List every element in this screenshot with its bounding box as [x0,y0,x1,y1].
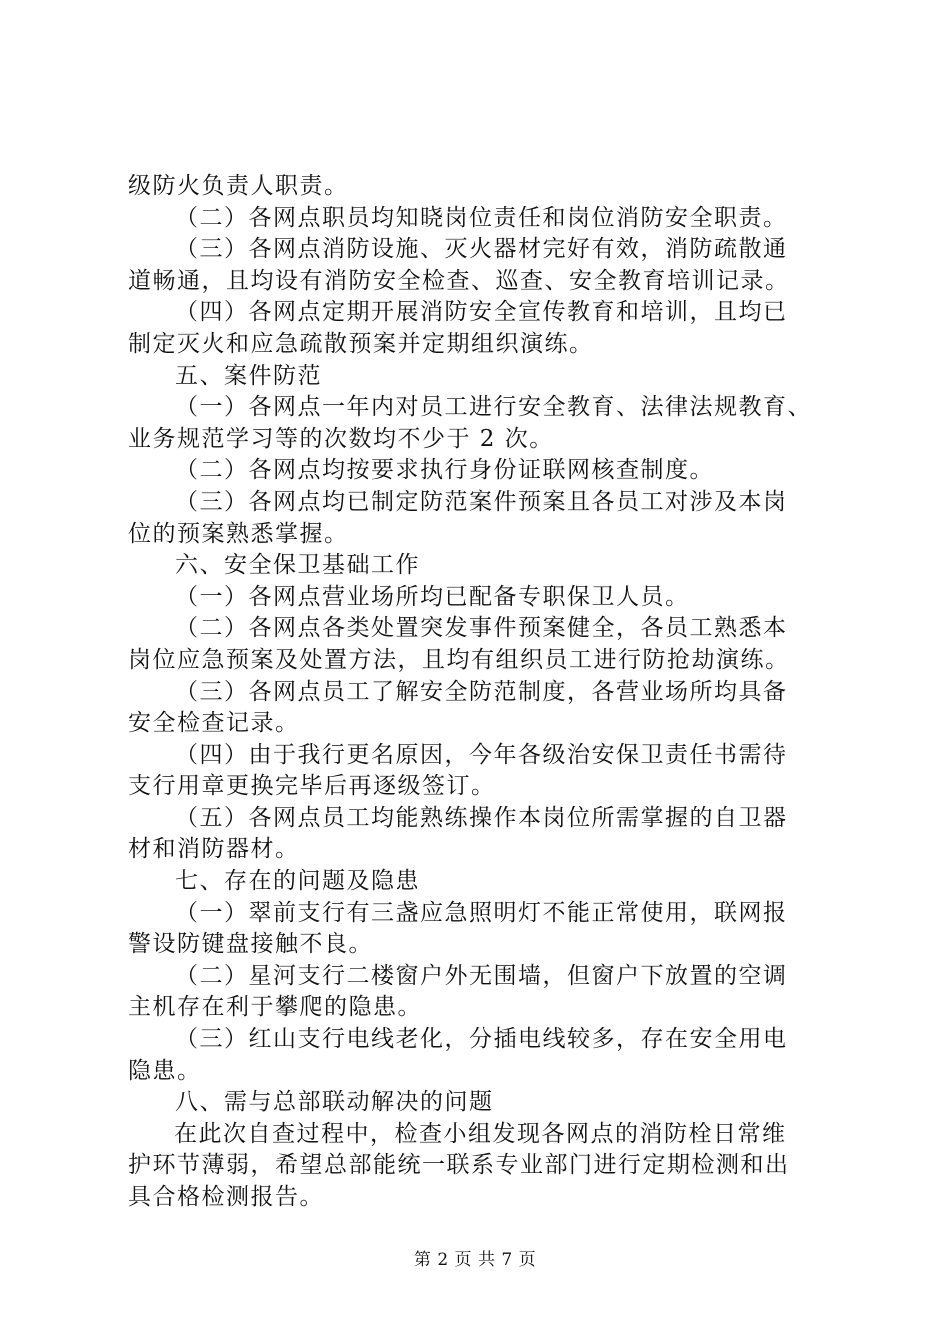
text-line: 主机存在利于攀爬的隐患。 [128,994,422,1021]
text-line: （一）各网点营业场所均已配备专职保卫人员。 [175,583,690,610]
text-line: 支行用章更换完毕后再逐级签订。 [128,773,496,800]
text-line: （四）各网点定期开展消防安全宣传教育和培训，且均已 [175,299,788,326]
text-line: 岗位应急预案及处置方法，且均有组织员工进行防抢劫演练。 [128,646,790,673]
text-line: 业务规范学习等的次数均不少于 2 次。 [128,425,554,452]
text-line: （三）各网点消防设施、灭火器材完好有效，消防疏散通 [175,236,788,263]
text-line: （一）翠前支行有三盏应急照明灯不能正常使用，联网报 [175,899,788,926]
text-line: （二）各网点职员均知晓岗位责任和岗位消防安全职责。 [175,204,788,231]
text-line: 警设防键盘接触不良。 [128,931,373,958]
text-line: （二）各网点各类处置突发事件预案健全，各员工熟悉本 [175,615,788,642]
text-line: （二）星河支行二楼窗户外无围墙，但窗户下放置的空调 [175,962,788,989]
text-line: 在此次自查过程中，检查小组发现各网点的消防栓日常维 [174,1120,787,1147]
text-line: （五）各网点员工均能熟练操作本岗位所需掌握的自卫器 [175,804,788,831]
document-body [128,171,828,1214]
section-heading: 七、存在的问题及隐患 [175,868,420,895]
text-line: 制定灭火和应急疏散预案并定期组织演练。 [128,330,594,357]
text-line: （一）各网点一年内对员工进行安全教育、法律法规教育、 [175,394,812,421]
text-line: （三）各网点均已制定防范案件预案且各员工对涉及本岗 [175,488,788,515]
text-line: 道畅通，且均设有消防安全检查、巡查、安全教育培训记录。 [128,267,790,294]
text-line: 护环节薄弱，希望总部能统一联系专业部门进行定期检测和出 [128,1152,790,1179]
text-line: （四）由于我行更名原因，今年各级治安保卫责任书需待 [175,741,788,768]
text-line: 材和消防器材。 [128,836,300,863]
section-heading: 六、安全保卫基础工作 [175,552,420,579]
text-line: 隐患。 [128,1057,202,1084]
text-line: （二）各网点均按要求执行身份证联网核查制度。 [175,457,714,484]
text-line: 安全检查记录。 [128,710,300,737]
page-number: 第 2 页 共 7 页 [413,1250,537,1270]
text-line: （三）各网点员工了解安全防范制度，各营业场所均具备 [175,678,788,705]
text-line: 级防火负责人职责。 [128,173,349,199]
text-line: 具合格检测报告。 [128,1184,324,1210]
page-footer [0,1245,950,1270]
text-line: 位的预案熟悉掌握。 [128,520,349,547]
text-line: （三）红山支行电线老化，分插电线较多，存在安全用电 [175,1026,788,1053]
section-heading: 五、案件防范 [175,362,322,389]
section-heading: 八、需与总部联动解决的问题 [175,1089,494,1116]
